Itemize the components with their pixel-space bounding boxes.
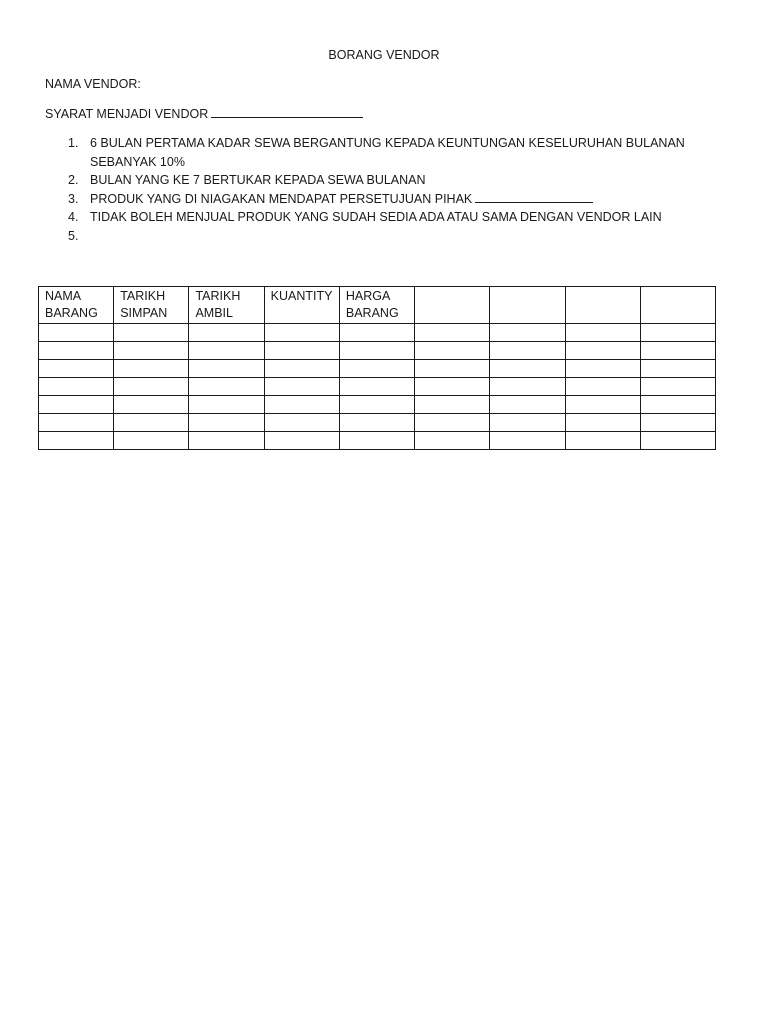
table-cell[interactable] <box>189 432 264 450</box>
table-cell[interactable] <box>39 378 114 396</box>
table-cell[interactable] <box>415 324 490 342</box>
table-cell[interactable] <box>114 360 189 378</box>
header-text-line: SIMPAN <box>120 306 168 320</box>
table-cell[interactable] <box>264 378 339 396</box>
header-text-line: AMBIL <box>195 306 233 320</box>
table-cell[interactable] <box>490 342 565 360</box>
header-text-line: KUANTITY <box>270 289 333 303</box>
table-cell[interactable] <box>114 378 189 396</box>
table-header-cell <box>39 287 114 324</box>
table-cell[interactable] <box>39 396 114 414</box>
header-text-line: TARIKH <box>195 289 241 303</box>
term-item <box>60 171 720 190</box>
table-cell[interactable] <box>339 396 414 414</box>
table-cell[interactable] <box>565 378 640 396</box>
table-cell[interactable] <box>189 378 264 396</box>
table-row <box>39 360 716 378</box>
table-cell[interactable] <box>189 342 264 360</box>
table-cell[interactable] <box>114 324 189 342</box>
table-cell[interactable] <box>490 414 565 432</box>
table-row <box>39 396 716 414</box>
term-item <box>60 227 720 246</box>
table-header-cell <box>339 287 414 324</box>
term-number: 3. <box>68 191 79 206</box>
table-cell[interactable] <box>415 414 490 432</box>
table-row <box>39 324 716 342</box>
header-text-line: NAMA <box>45 289 82 303</box>
table-cell[interactable] <box>189 360 264 378</box>
vendor-requirements-line <box>45 106 363 121</box>
table-cell[interactable] <box>640 432 715 450</box>
vendor-requirements-label: SYARAT MENJADI VENDOR <box>45 107 209 121</box>
table-cell[interactable] <box>114 342 189 360</box>
table-cell[interactable] <box>490 360 565 378</box>
table-cell[interactable] <box>565 432 640 450</box>
table-cell[interactable] <box>339 342 414 360</box>
table-cell[interactable] <box>339 432 414 450</box>
table-cell[interactable] <box>565 324 640 342</box>
table-cell[interactable] <box>415 342 490 360</box>
term-item <box>60 208 720 227</box>
table-cell[interactable] <box>264 432 339 450</box>
table-cell[interactable] <box>490 378 565 396</box>
table-cell[interactable] <box>565 360 640 378</box>
table-header-cell <box>114 287 189 324</box>
term-text <box>90 229 93 243</box>
form-title: BORANG VENDOR <box>328 48 440 62</box>
requirements-blank-line[interactable] <box>211 106 363 118</box>
table-cell[interactable] <box>640 414 715 432</box>
table-cell[interactable] <box>264 342 339 360</box>
table-cell[interactable] <box>565 342 640 360</box>
table-cell[interactable] <box>339 360 414 378</box>
table-cell[interactable] <box>640 342 715 360</box>
table-header-cell <box>415 287 490 324</box>
table-header-cell <box>565 287 640 324</box>
table-cell[interactable] <box>415 432 490 450</box>
table-cell[interactable] <box>39 342 114 360</box>
table-row <box>39 378 716 396</box>
table-cell[interactable] <box>415 360 490 378</box>
term-item <box>60 190 720 209</box>
table-cell[interactable] <box>39 414 114 432</box>
table-header-cell <box>189 287 264 324</box>
approval-party-blank-line[interactable] <box>475 191 593 203</box>
table-cell[interactable] <box>565 414 640 432</box>
table-cell[interactable] <box>39 360 114 378</box>
table-row <box>39 342 716 360</box>
header-text-line: TARIKH <box>120 289 166 303</box>
table-cell[interactable] <box>339 324 414 342</box>
vendor-name-label: NAMA VENDOR: <box>45 77 141 91</box>
table-cell[interactable] <box>189 414 264 432</box>
term-text: TIDAK BOLEH MENJUAL PRODUK YANG SUDAH SEDIA ADA ATAU SAMA DENGAN VENDOR LAIN <box>90 210 662 224</box>
header-text-line: BARANG <box>45 306 98 320</box>
header-text-line: BARANG <box>345 306 399 320</box>
item-table <box>38 286 716 450</box>
table-header-cell <box>490 287 565 324</box>
table-row <box>39 432 716 450</box>
table-cell[interactable] <box>339 378 414 396</box>
table-cell[interactable] <box>114 432 189 450</box>
table-cell[interactable] <box>640 324 715 342</box>
table-header-cell <box>640 287 715 324</box>
table-cell[interactable] <box>264 414 339 432</box>
table-cell[interactable] <box>490 432 565 450</box>
table-cell[interactable] <box>490 396 565 414</box>
terms-list <box>60 134 720 245</box>
table-cell[interactable] <box>189 396 264 414</box>
table-header-cell <box>264 287 339 324</box>
table-cell[interactable] <box>189 324 264 342</box>
table-cell[interactable] <box>114 414 189 432</box>
header-text-line: HARGA <box>345 289 391 303</box>
table-cell[interactable] <box>490 324 565 342</box>
term-text: BULAN YANG KE 7 BERTUKAR KEPADA SEWA BULANAN <box>90 173 426 187</box>
table-cell[interactable] <box>114 396 189 414</box>
table-cell[interactable] <box>264 396 339 414</box>
table-header-row <box>39 287 716 324</box>
table-row <box>39 414 716 432</box>
term-number: 1. <box>68 136 79 150</box>
table-cell[interactable] <box>565 396 640 414</box>
table-cell[interactable] <box>264 324 339 342</box>
table-cell[interactable] <box>264 360 339 378</box>
term-number: 2. <box>68 173 79 187</box>
table-cell[interactable] <box>415 396 490 414</box>
table-cell[interactable] <box>415 378 490 396</box>
term-text: PRODUK YANG DI NIAGAKAN MENDAPAT PERSETUJUAN PIHAK <box>90 191 473 206</box>
term-number: 5. <box>68 228 79 243</box>
term-text: 6 BULAN PERTAMA KADAR SEWA BERGANTUNG KEPADA KEUNTUNGAN KESELURUHAN BULANAN SEBANYAK 10% <box>90 136 685 169</box>
table-cell[interactable] <box>640 378 715 396</box>
table-cell[interactable] <box>339 414 414 432</box>
table-cell[interactable] <box>39 432 114 450</box>
table-cell[interactable] <box>640 360 715 378</box>
term-item <box>60 134 720 171</box>
table-cell[interactable] <box>640 396 715 414</box>
table-cell[interactable] <box>39 324 114 342</box>
term-number: 4. <box>68 210 79 224</box>
